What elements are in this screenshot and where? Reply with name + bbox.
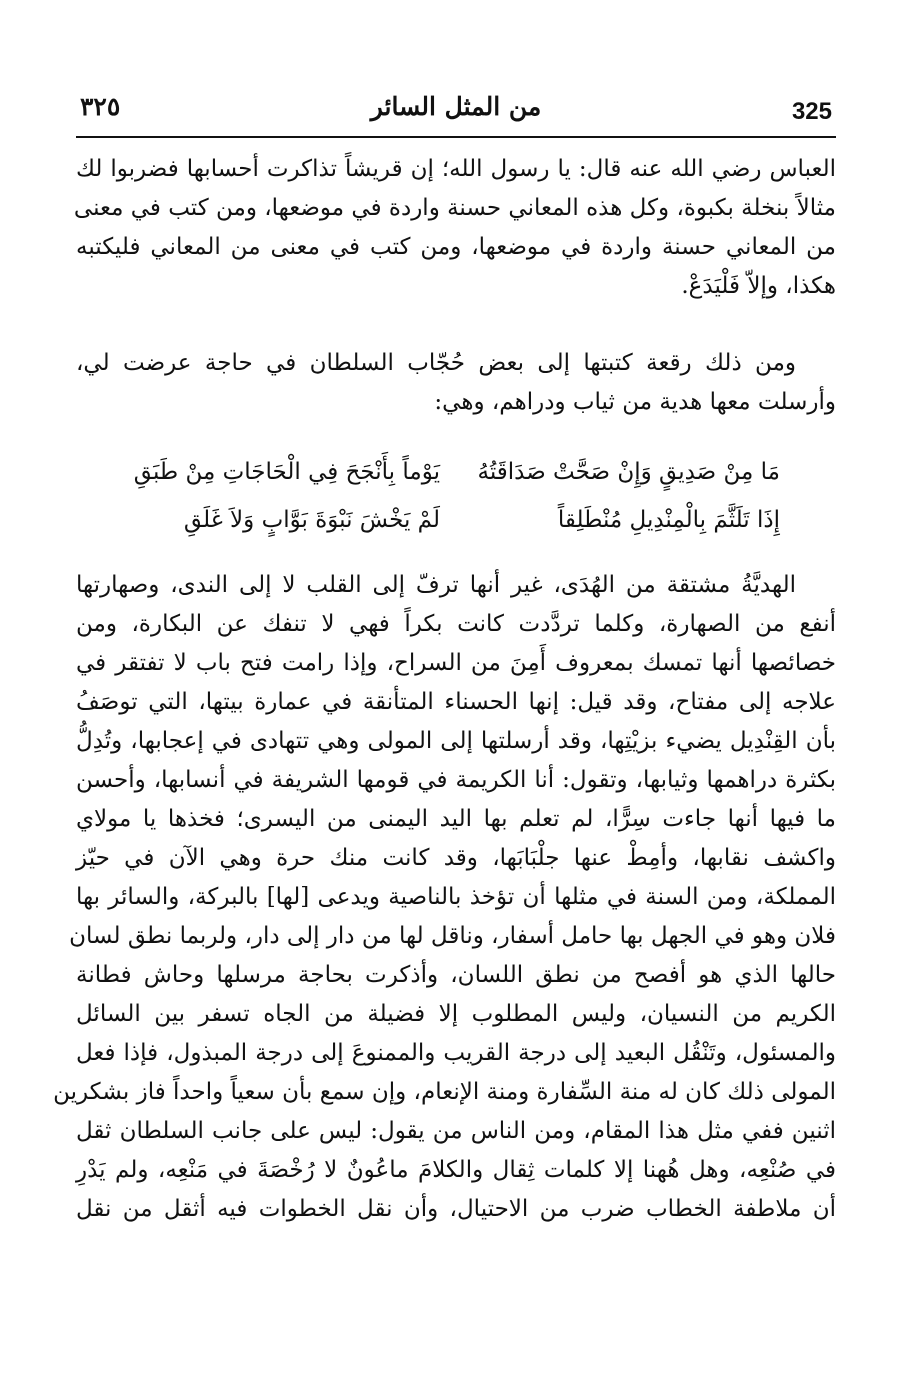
page-number-latin: 325 [791,98,832,125]
text-line: اثنين ففي مثل هذا المقام، ومن الناس من يقول: ليس على جانب السلطان ثقل [76,1118,836,1144]
text-line: خصائصها أنها تمسك بمعروف أَمِنَ من السراح، وإذا رامت فتح باب لا تفتقر في [76,650,836,676]
text-line: واكشف نقابها، وأمِطْ عنها جلْبَابَها، وقد كانت منك حرة وهي الآن في حيّز [76,845,836,871]
verse-second-hemistich: لَمْ يَخْشَ نَبْوَةَ بَوَّابٍ وَلاَ غَلَقِ [183,507,440,533]
verse-second-hemistich: يَوْماً بِأَنْجَحَ فِي الْحَاجَاتِ مِنْ طَبَقِ [133,459,440,485]
text-line: علاجه إلى مفتاح، وقد قيل: إنها الحسناء المتأنقة في عمارة بيتها، التي توصَفُ [76,689,836,715]
text-line: وأرسلت معها هدية من ثياب ودراهم، وهي: [434,389,836,415]
verse-row [130,448,780,496]
text-line: المملكة، ومن السنة في مثلها أن تؤخذ بالناصية ويدعى [لها] بالبركة، والسائر بها [76,884,836,910]
text-line: ما فيها أنها جاءت سِرًّا، لم تعلم بها اليد اليمنى من اليسرى؛ فخذها يا مولاي [76,806,836,832]
verse-first-hemistich: مَا مِنْ صَدِيقٍ وَإِنْ صَحَّتْ صَدَاقَتُهُ [477,459,780,485]
text-line: حالها الذي هو أفصح من نطق اللسان، وأذكرت بحاجة مرسلها وحاش فطانة [76,962,836,988]
paragraph-3 [53,566,836,1229]
text-line: المولى ذلك كان له منة السِّفارة ومنة الإنعام، وإن سمع بأن سعياً واحداً فاز بشكرين [53,1079,836,1105]
text-line: أنفع من الصهارة، وكلما تردَّدت كانت بكراً فهي لا تنفك عن البكارة، ومن [76,611,836,637]
text-line: ومن ذلك رقعة كتبتها إلى بعض حُجّاب السلطان في حاجة عرضت لي، [76,350,796,376]
text-line: من المعاني حسنة واردة في موضعها، ومن كتب في معنى من المعاني فليكتبه [76,234,836,260]
paragraph-2 [76,344,836,422]
text-line: بكثرة دراهمها وثيابها، وتقول: أنا الكريمة في قومها الشريفة في أنسابها، وأحسن [76,767,836,793]
paragraph-1 [73,150,836,306]
running-title: من المثل السائر [370,92,542,121]
text-line: فلان وهو في الجهل بها حامل أسفار، وناقل لها من دار إلى دار، ولربما نطق لسان [69,923,836,949]
text-line: بأن القِنْدِيل يضيء بزيْتِها، وقد أرسلتها إلى المولى وهي تتهادى في إعجابها، وتُدِلُّ [76,728,836,754]
text-line: الكريم من النسيان، وليس المطلوب إلا فضيلة من الجاه تسفر بين السائل [76,1001,836,1027]
text-line: مثالاً بنخلة بكبوة، وكل هذه المعاني حسنة واردة في موضعها، ومن كتب في معنى [73,195,836,221]
page-number-arabic: ٣٢٥ [80,92,121,121]
text-line: في صُنْعِه، وهل هُهنا إلا كلمات ثِقال والكلامَ ماعُونٌ لا رُخْصَةَ في مَنْعِه، ولم يَدْرِ [76,1157,836,1183]
text-line: أن ملاطفة الخطاب ضرب من الاحتيال، وأن نقل الخطوات فيه أثقل من نقل [76,1196,836,1222]
poem-verses [130,448,780,544]
verse-row [130,496,780,544]
text-line: والمسئول، وتَنْقُل البعيد إلى درجة القريب والممنوعَ إلى درجة المبذول، فإذا فعل [76,1040,836,1066]
text-line: هكذا، وإلاّ فَلْيَدَعْ. [681,273,836,299]
verse-first-hemistich: إِذَا تَلَثَّمَ بِالْمِنْدِيلِ مُنْطَلِقاً [557,507,780,533]
page-header [76,86,836,138]
text-line: الهديَّةُ مشتقة من الهُدَى، غير أنها ترفّ إلى القلب لا إلى الندى، وصهارتها [76,572,796,598]
text-line: العباس رضي الله عنه قال: يا رسول الله؛ إن قريشاً تذاكرت أحسابها فضربوا لك [76,156,836,182]
